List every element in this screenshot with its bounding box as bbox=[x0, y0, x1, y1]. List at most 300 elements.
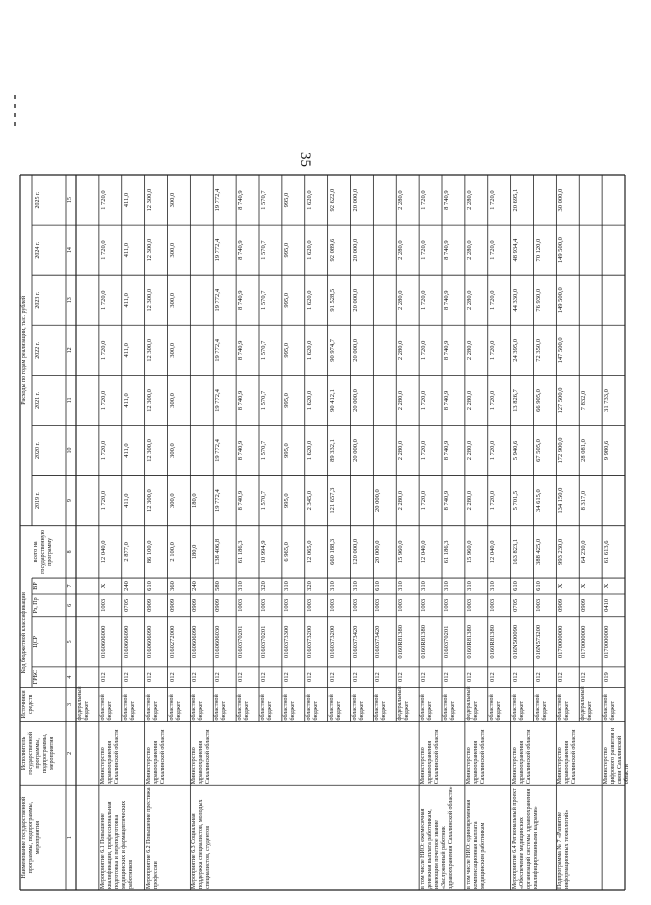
row-year-value bbox=[603, 276, 624, 324]
row-year-value: 92 622,0 bbox=[328, 188, 336, 212]
row-year-value bbox=[580, 226, 601, 274]
row-executor: Министерство здравоохранения Сахалинской области bbox=[557, 729, 578, 785]
row-year-value: 19 772,4 bbox=[214, 338, 222, 362]
row-year-value: 1 720,0 bbox=[420, 490, 428, 511]
row-year-value: 1 620,0 bbox=[305, 340, 313, 361]
column-number: 12 bbox=[67, 347, 73, 354]
row-year-value: 2 280,0 bbox=[397, 440, 405, 461]
row-year-value: 20 695,1 bbox=[511, 188, 519, 212]
row-year-value: 28 081,0 bbox=[580, 439, 588, 462]
row-year-value bbox=[77, 276, 98, 324]
row-year-value: 2 280,0 bbox=[465, 290, 473, 310]
row-vr: 610 bbox=[511, 581, 519, 591]
row-csr: 0160370201 bbox=[260, 625, 267, 659]
row-csr: 0160373420 bbox=[351, 625, 359, 659]
row-total: 12 040,0 bbox=[420, 540, 428, 564]
row-year-value: 1 620,0 bbox=[305, 240, 313, 260]
row-vr: 240 bbox=[122, 581, 130, 591]
column-number: 11 bbox=[67, 397, 73, 404]
row-total: 180,0 bbox=[191, 544, 199, 560]
row-total: 61 613,6 bbox=[603, 540, 611, 564]
row-grbs: 012 bbox=[351, 672, 359, 682]
row-rzpr: 1003 bbox=[282, 598, 290, 612]
row-year-value: 1 720,0 bbox=[420, 390, 428, 411]
row-year-value: 89 332,1 bbox=[328, 439, 336, 462]
row-source: областной бюджет bbox=[443, 694, 456, 721]
row-year-value: 1 720,0 bbox=[488, 340, 496, 361]
header-executor: Исполнитель государственной программы, подпрограммы, мероприятия bbox=[21, 732, 55, 775]
row-vr: 310 bbox=[443, 581, 450, 591]
row-csr: 016N500090 bbox=[511, 624, 519, 659]
row-year-value: 1 570,7 bbox=[260, 290, 267, 310]
row-grbs: 012 bbox=[99, 672, 107, 682]
row-year-value: 2 280,0 bbox=[465, 190, 473, 210]
row-year-value bbox=[603, 226, 624, 274]
row-year-value: 300,0 bbox=[168, 292, 176, 308]
row-name: Мероприятие 6.2 Повышение престижа профессии bbox=[145, 787, 159, 889]
row-grbs: 012 bbox=[168, 672, 176, 682]
row-source: областной бюджет bbox=[145, 694, 159, 721]
row-rzpr: 1003 bbox=[397, 598, 405, 612]
column-number: 3 bbox=[67, 702, 73, 706]
row-vr: 320 bbox=[260, 581, 267, 591]
column-number: 1 bbox=[67, 836, 73, 840]
row-year-value: 300,0 bbox=[168, 242, 176, 258]
header-year: 2024 г. bbox=[35, 241, 41, 259]
row-year-value bbox=[191, 226, 212, 274]
row-total: 61 186,3 bbox=[443, 540, 450, 564]
row-year-value: 8 740,9 bbox=[237, 440, 245, 461]
row-year-value bbox=[580, 326, 601, 374]
row-rzpr: 1003 bbox=[351, 598, 359, 612]
row-rzpr bbox=[77, 595, 98, 616]
row-year-value bbox=[374, 326, 395, 374]
header-source: Источники средств bbox=[21, 690, 34, 719]
row-total: 86 100,0 bbox=[145, 540, 153, 564]
row-year-value: 1 570,7 bbox=[260, 340, 267, 361]
row-csr: 0160606090 bbox=[122, 625, 130, 659]
row-year-value bbox=[77, 176, 98, 224]
row-year-value bbox=[191, 376, 212, 424]
table-cells bbox=[20, 175, 631, 890]
row-year-value: 995,0 bbox=[282, 242, 290, 258]
row-year-value: 12 300,0 bbox=[145, 188, 153, 212]
row-csr: 0160R81380 bbox=[488, 625, 496, 659]
row-year-value: 995,0 bbox=[282, 292, 290, 308]
row-year-value: 172 900,0 bbox=[557, 437, 565, 464]
row-year-value: 1 720,0 bbox=[99, 390, 107, 411]
row-vr: 320 bbox=[305, 581, 313, 591]
row-source: областной бюджет bbox=[237, 694, 251, 721]
row-year-value bbox=[374, 376, 395, 424]
row-year-value: 76 930,0 bbox=[534, 288, 542, 312]
row-year-value: 1 570,7 bbox=[260, 190, 267, 210]
row-total: 163 823,1 bbox=[511, 538, 519, 565]
header-year: 2025 г. bbox=[35, 191, 41, 209]
row-year-value: 2 280,0 bbox=[465, 240, 473, 260]
column-number: 2 bbox=[67, 751, 73, 755]
row-year-value: 1 570,7 bbox=[260, 490, 267, 511]
row-csr: 0160373200 bbox=[305, 625, 313, 659]
row-year-value: 20 000,0 bbox=[351, 389, 359, 412]
row-year-value: 12 300,0 bbox=[145, 439, 153, 462]
row-rzpr: 0909 bbox=[145, 598, 153, 612]
row-vr: X bbox=[557, 583, 565, 589]
row-source: федеральный бюджет bbox=[397, 686, 411, 721]
row-grbs: 012 bbox=[580, 672, 588, 682]
column-number: 10 bbox=[67, 447, 73, 454]
row-vr: 610 bbox=[534, 581, 542, 591]
row-total: 120 000,0 bbox=[351, 538, 359, 565]
row-rzpr: 1003 bbox=[305, 598, 313, 612]
row-year-value: 19 772,4 bbox=[214, 238, 222, 262]
row-rzpr: 1003 bbox=[328, 598, 336, 612]
row-source: федеральный бюджет bbox=[465, 686, 479, 721]
row-year-value: 20 000,0 bbox=[351, 238, 359, 262]
row-year-value: 90 974,7 bbox=[328, 338, 336, 362]
row-year-value: 411,0 bbox=[122, 343, 130, 358]
row-csr: 0160370201 bbox=[443, 625, 450, 659]
row-year-value: 34 615,0 bbox=[534, 489, 542, 512]
row-executor: Министерство здравоохранения Сахалинской области bbox=[420, 729, 441, 785]
row-year-value bbox=[580, 176, 601, 224]
row-year-value: 995,0 bbox=[282, 393, 290, 408]
row-year-value: 8 740,9 bbox=[443, 390, 450, 411]
row-grbs: 012 bbox=[305, 672, 313, 682]
row-rzpr: 1003 bbox=[443, 598, 450, 612]
binding-marks bbox=[8, 95, 22, 135]
row-grbs: 012 bbox=[534, 672, 542, 682]
header-rzpr: Рз, Пр bbox=[33, 597, 39, 614]
row-total: 10 994,9 bbox=[260, 540, 267, 564]
row-year-value: 147 500,0 bbox=[557, 337, 565, 364]
row-total: 15 960,0 bbox=[397, 540, 405, 564]
row-year-value: 411,0 bbox=[122, 393, 130, 408]
row-year-value: 411,0 bbox=[122, 192, 130, 208]
row-year-value bbox=[580, 276, 601, 324]
row-total: 6 965,0 bbox=[282, 542, 290, 562]
row-vr: 610 bbox=[145, 581, 153, 591]
header-total: всего на государственную программу bbox=[33, 529, 53, 574]
row-csr: 0170000000 bbox=[580, 625, 588, 659]
row-year-value: 2 280,0 bbox=[397, 190, 405, 210]
row-year-value: 1 720,0 bbox=[99, 340, 107, 361]
row-year-value: 19 772,4 bbox=[214, 188, 222, 212]
row-year-value: 12 300,0 bbox=[145, 288, 153, 312]
row-year-value: 30 000,0 bbox=[557, 188, 565, 212]
row-year-value bbox=[191, 426, 212, 474]
row-rzpr: 1003 bbox=[260, 598, 267, 612]
row-year-value: 19 772,4 bbox=[214, 389, 222, 412]
row-year-value: 1 620,0 bbox=[305, 390, 313, 411]
row-year-value: 134 150,0 bbox=[557, 487, 565, 514]
row-year-value: 411,0 bbox=[122, 293, 130, 308]
row-year-value: 1 720,0 bbox=[488, 440, 496, 461]
row-source: областной бюджет bbox=[351, 694, 365, 721]
row-year-value bbox=[352, 477, 373, 525]
row-csr: 0160272000 bbox=[168, 625, 176, 659]
row-year-value: 411,0 bbox=[122, 443, 130, 458]
column-number: 9 bbox=[67, 499, 73, 503]
row-year-value: 300,0 bbox=[168, 343, 176, 358]
row-year-value bbox=[77, 326, 98, 374]
column-number: 6 bbox=[67, 603, 73, 607]
row-year-value: 1 720,0 bbox=[488, 190, 496, 210]
page-number: 35 bbox=[297, 152, 313, 167]
header-budget-code: Код бюджетной классификации bbox=[21, 592, 27, 674]
row-executor: Министерство здравоохранения Сахалинской области bbox=[191, 729, 212, 785]
row-year-value bbox=[535, 176, 556, 224]
row-year-value: 92 089,6 bbox=[328, 238, 336, 262]
row-year-value: 91 528,5 bbox=[328, 288, 336, 312]
row-year-value: 2 345,0 bbox=[305, 490, 313, 511]
row-year-value: 20 000,0 bbox=[374, 489, 382, 512]
row-year-value: 1 720,0 bbox=[420, 440, 428, 461]
row-vr: 310 bbox=[420, 581, 428, 591]
row-year-value: 411,0 bbox=[122, 242, 130, 258]
column-number: 14 bbox=[67, 247, 73, 254]
row-total: 2 100,0 bbox=[168, 542, 176, 562]
row-year-value bbox=[374, 226, 395, 274]
row-year-value bbox=[374, 276, 395, 324]
row-year-value: 20 000,0 bbox=[351, 288, 359, 312]
row-year-value: 1 720,0 bbox=[99, 240, 107, 260]
row-year-value: 1 620,0 bbox=[305, 190, 313, 210]
row-year-value: 1 620,0 bbox=[305, 440, 313, 461]
row-year-value: 1 720,0 bbox=[488, 290, 496, 310]
row-rzpr: 1003 bbox=[99, 598, 107, 612]
row-year-value: 90 412,1 bbox=[328, 389, 336, 412]
row-year-value: 1 720,0 bbox=[488, 240, 496, 260]
row-total: 388 425,0 bbox=[534, 538, 542, 565]
row-year-value: 149 500,0 bbox=[557, 287, 565, 314]
row-source: федеральный бюджет bbox=[580, 686, 594, 721]
row-year-value: 19 772,4 bbox=[214, 439, 222, 462]
row-year-value: 8 740,9 bbox=[443, 190, 450, 210]
row-source: областной бюджет bbox=[305, 694, 319, 721]
row-year-value: 411,0 bbox=[122, 493, 130, 508]
row-year-value: 1 570,7 bbox=[260, 390, 267, 411]
row-year-value: 24 395,0 bbox=[511, 338, 519, 362]
row-vr: 310 bbox=[488, 581, 496, 591]
row-total bbox=[77, 527, 98, 577]
row-csr: 0160606000 bbox=[99, 625, 107, 659]
header-by-year: Расходы по годам реализации, тыс. рублей bbox=[21, 295, 27, 405]
row-csr: 0160R81380 bbox=[465, 625, 473, 659]
row-name: в том числе НИО: ежемесячная денежная выплата работникам, имеющим почетное звание «Заслуженный работник здравоохранения Сахалинской области» bbox=[420, 786, 455, 889]
row-year-value: 8 740,9 bbox=[443, 290, 450, 310]
row-source: областной бюджет bbox=[420, 694, 434, 721]
row-grbs: 012 bbox=[328, 672, 336, 682]
row-grbs: 012 bbox=[214, 672, 222, 682]
row-vr: 580 bbox=[214, 581, 222, 591]
row-year-value: 2 280,0 bbox=[397, 490, 405, 511]
row-year-value: 1 720,0 bbox=[99, 440, 107, 461]
row-year-value: 13 826,7 bbox=[511, 389, 519, 412]
row-year-value: 2 280,0 bbox=[465, 390, 473, 411]
row-year-value: 5 701,5 bbox=[511, 490, 519, 511]
row-grbs bbox=[77, 668, 98, 686]
row-year-value: 300,0 bbox=[168, 192, 176, 208]
column-number: 5 bbox=[67, 640, 73, 644]
row-total: 15 960,0 bbox=[465, 540, 473, 564]
row-rzpr: 0410 bbox=[603, 598, 611, 612]
row-grbs: 012 bbox=[145, 672, 153, 682]
row-year-value: 1 720,0 bbox=[488, 390, 496, 411]
row-year-value: 1 720,0 bbox=[420, 240, 428, 260]
row-year-value: 8 317,0 bbox=[580, 490, 588, 511]
row-vr: 310 bbox=[465, 581, 473, 591]
row-year-value: 121 657,3 bbox=[328, 487, 336, 514]
row-total: 12 040,0 bbox=[99, 540, 107, 564]
row-vr: X bbox=[99, 583, 107, 589]
row-year-value: 48 934,4 bbox=[511, 238, 519, 262]
row-year-value: 1 620,0 bbox=[305, 290, 313, 310]
row-grbs: 012 bbox=[443, 672, 450, 682]
row-year-value: 8 740,9 bbox=[237, 390, 245, 411]
row-grbs: 012 bbox=[122, 672, 130, 682]
row-year-value: 300,0 bbox=[168, 393, 176, 408]
row-year-value bbox=[603, 326, 624, 374]
row-total: 20 000,0 bbox=[374, 540, 382, 564]
row-grbs: 012 bbox=[488, 672, 496, 682]
row-rzpr: 0909 bbox=[191, 598, 199, 612]
row-source: областной бюджет bbox=[260, 694, 273, 721]
row-source: областной бюджет bbox=[603, 694, 617, 721]
row-year-value: 8 740,9 bbox=[237, 290, 245, 310]
header-year: 2019 г. bbox=[35, 492, 41, 510]
row-year-value: 300,0 bbox=[168, 493, 176, 508]
row-year-value: 8 740,9 bbox=[443, 240, 450, 260]
row-source: федеральный бюджет bbox=[77, 686, 90, 721]
row-executor: Министерство здравоохранения Сахалинской области bbox=[465, 729, 486, 785]
header-year: 2023 г. bbox=[35, 291, 41, 309]
row-year-value: 12 300,0 bbox=[145, 238, 153, 262]
row-year-value: 8 740,9 bbox=[443, 490, 450, 511]
row-vr: 360 bbox=[168, 581, 176, 591]
row-grbs: 019 bbox=[603, 672, 611, 682]
row-year-value: 8 740,9 bbox=[237, 190, 245, 210]
row-year-value: 67 505,0 bbox=[534, 439, 542, 462]
row-year-value: 31 733,0 bbox=[603, 389, 611, 412]
column-number: 4 bbox=[67, 675, 73, 679]
row-year-value: 2 280,0 bbox=[465, 490, 473, 511]
row-year-value: 7 832,0 bbox=[580, 390, 588, 411]
row-year-value: 2 280,0 bbox=[397, 290, 405, 310]
column-number: 13 bbox=[67, 297, 73, 304]
row-year-value: 995,0 bbox=[282, 443, 290, 458]
row-source: областной бюджет bbox=[534, 694, 548, 721]
row-vr: 310 bbox=[397, 581, 405, 591]
row-year-value: 1 720,0 bbox=[420, 190, 428, 210]
column-number: 7 bbox=[67, 584, 73, 588]
row-year-value: 8 740,9 bbox=[443, 440, 450, 461]
row-grbs: 012 bbox=[374, 672, 382, 682]
row-year-value: 8 740,9 bbox=[237, 240, 245, 260]
row-grbs: 012 bbox=[191, 672, 199, 682]
row-year-value: 1 720,0 bbox=[488, 490, 496, 511]
row-csr: 0170000000 bbox=[603, 625, 611, 659]
row-csr: 0160373300 bbox=[282, 625, 290, 659]
row-total: 993 230,0 bbox=[557, 538, 565, 565]
row-source: областной бюджет bbox=[122, 694, 136, 721]
row-vr: 610 bbox=[374, 581, 382, 591]
row-source: областной бюджет bbox=[374, 694, 388, 721]
row-year-value bbox=[191, 176, 212, 224]
row-csr bbox=[77, 618, 98, 666]
row-grbs: 012 bbox=[237, 672, 245, 682]
row-executor: Министерство здравоохранения Сахалинской области bbox=[99, 729, 120, 785]
row-vr: 310 bbox=[328, 581, 336, 591]
row-source: областной бюджет bbox=[557, 694, 571, 721]
row-name: в том числе НИО: единовременная компенсационная выплата медицинским работникам bbox=[465, 799, 486, 889]
row-year-value: 127 500,0 bbox=[557, 387, 565, 414]
row-grbs: 012 bbox=[397, 672, 405, 682]
row-vr: X bbox=[580, 583, 588, 589]
row-year-value: 20 000,0 bbox=[351, 439, 359, 462]
row-year-value: 20 000,0 bbox=[351, 338, 359, 362]
row-executor: Министерство здравоохранения Сахалинской области bbox=[145, 729, 166, 785]
row-rzpr: 0909 bbox=[214, 598, 222, 612]
row-year-value: 12 300,0 bbox=[145, 489, 153, 512]
column-number: 15 bbox=[67, 197, 73, 204]
header-csr: ЦСР bbox=[33, 635, 39, 648]
row-year-value: 1 720,0 bbox=[420, 290, 428, 310]
row-year-value bbox=[191, 276, 212, 324]
row-year-value: 995,0 bbox=[282, 343, 290, 358]
row-csr: 0160606030 bbox=[214, 625, 222, 659]
row-year-value: 8 740,9 bbox=[237, 490, 245, 511]
row-vr bbox=[77, 579, 98, 593]
row-executor: Министерство цифрового развития и связи Сахалинской области bbox=[603, 727, 631, 785]
row-vr: 310 bbox=[351, 581, 359, 591]
row-year-value: 5 940,6 bbox=[511, 440, 519, 461]
row-source: областной бюджет bbox=[191, 694, 205, 721]
budget-table bbox=[20, 175, 631, 890]
row-vr: X bbox=[603, 583, 611, 589]
row-rzpr: 1003 bbox=[465, 598, 473, 612]
row-year-value bbox=[77, 477, 98, 525]
row-year-value: 1 720,0 bbox=[420, 340, 428, 361]
row-grbs: 012 bbox=[557, 672, 565, 682]
row-source: областной бюджет bbox=[511, 694, 525, 721]
row-csr: 0170000000 bbox=[557, 625, 565, 659]
row-year-value: 995,0 bbox=[282, 493, 290, 508]
row-vr: 310 bbox=[282, 581, 290, 591]
row-name: Подпрограмма № 7 «Развитие информационных технологий» bbox=[557, 809, 571, 889]
header-year: 2022 г. bbox=[35, 341, 41, 359]
row-year-value: 2 280,0 bbox=[465, 440, 473, 461]
row-total: 138 406,8 bbox=[214, 538, 222, 565]
header-year: 2021 г. bbox=[35, 392, 41, 409]
row-year-value: 1 720,0 bbox=[99, 490, 107, 511]
row-rzpr: 1003 bbox=[374, 598, 382, 612]
row-grbs: 012 bbox=[465, 672, 473, 682]
row-grbs: 012 bbox=[282, 672, 290, 682]
row-vr: 310 bbox=[237, 581, 245, 591]
row-csr: 0160606090 bbox=[191, 625, 199, 659]
row-rzpr: 1003 bbox=[534, 598, 542, 612]
row-source: областной бюджет bbox=[214, 694, 228, 721]
row-year-value: 20 000,0 bbox=[351, 188, 359, 212]
row-rzpr: 1003 bbox=[237, 598, 245, 612]
row-rzpr: 1003 bbox=[488, 598, 496, 612]
row-year-value: 300,0 bbox=[168, 443, 176, 458]
row-rzpr: 0909 bbox=[557, 598, 565, 612]
row-year-value: 44 330,0 bbox=[511, 288, 519, 312]
row-name: Мероприятие 6.4 Региональный проект «Обеспечение медицинских организаций системы здравоохранения квалифицированными кадрами» bbox=[511, 788, 539, 889]
row-source: областной бюджет bbox=[328, 694, 342, 721]
